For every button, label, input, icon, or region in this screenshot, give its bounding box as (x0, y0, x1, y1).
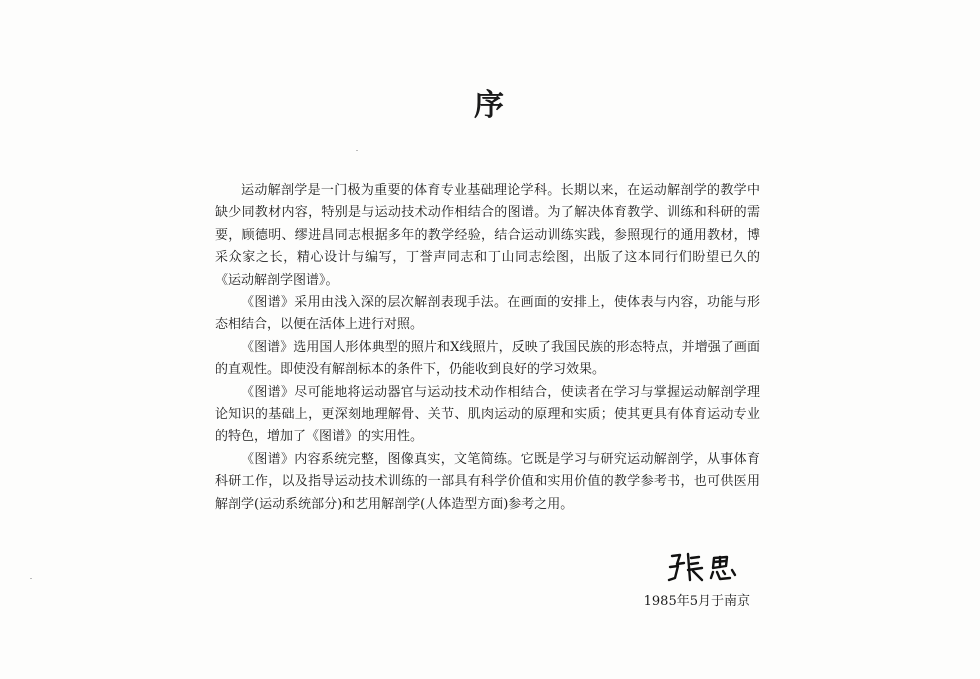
page-title: 序 (474, 88, 506, 123)
paragraph: 《图谱》采用由浅入深的层次解剖表现手法。在画面的安排上，使体表与内容，功能与形态相结合，以便在活体上进行对照。 (215, 295, 760, 333)
signature-drawing (664, 550, 744, 584)
preface-body (215, 180, 760, 516)
scan-speck (30, 578, 32, 579)
paragraph: 《图谱》选用国人形体典型的照片和X线照片，反映了我国民族的形态特点，并增强了画面的直观性。即使没有解剖标本的条件下，仍能收到良好的学习效果。 (215, 339, 760, 378)
paragraph: 《图谱》内容系统完整，图像真实，文笔简练。它既是学习与研究运动解剖学，从事体育科研工作，以及指导运动技术训练的一部具有科学价值和实用价值的教学参考书，也可供医用解剖学(运动系统部分)和艺用解剖学(人体造型方面)参考之用。 (215, 451, 760, 512)
paragraph: 运动解剖学是一门极为重要的体育专业基础理论学科。长期以来，在运动解剖学的教学中缺少同教材内容，特别是与运动技术动作相结合的图谱。为了解决体育教学、训练和科研的需要，顾德明、缪进昌同志根据多年的教学经验，结合运动训练实践，参照现行的通用教材，博采众家之长，精心设计与编写，丁誉声同志和丁山同志绘图，出版了这本同行们盼望已久的《运动解剖学图谱》。 (215, 183, 760, 288)
handwritten-signature (664, 550, 744, 584)
date-place-line: 1985年5月于南京 (643, 594, 750, 609)
paragraph: 《图谱》尽可能地将运动器官与运动技术动作相结合，使读者在学习与掌握运动解剖学理论知识的基础上，更深刻地理解骨、关节、肌肉运动的原理和实质；使其更具有体育运动专业的特色，增加了《图谱》的实用性。 (215, 384, 760, 445)
scan-speck (356, 150, 358, 151)
